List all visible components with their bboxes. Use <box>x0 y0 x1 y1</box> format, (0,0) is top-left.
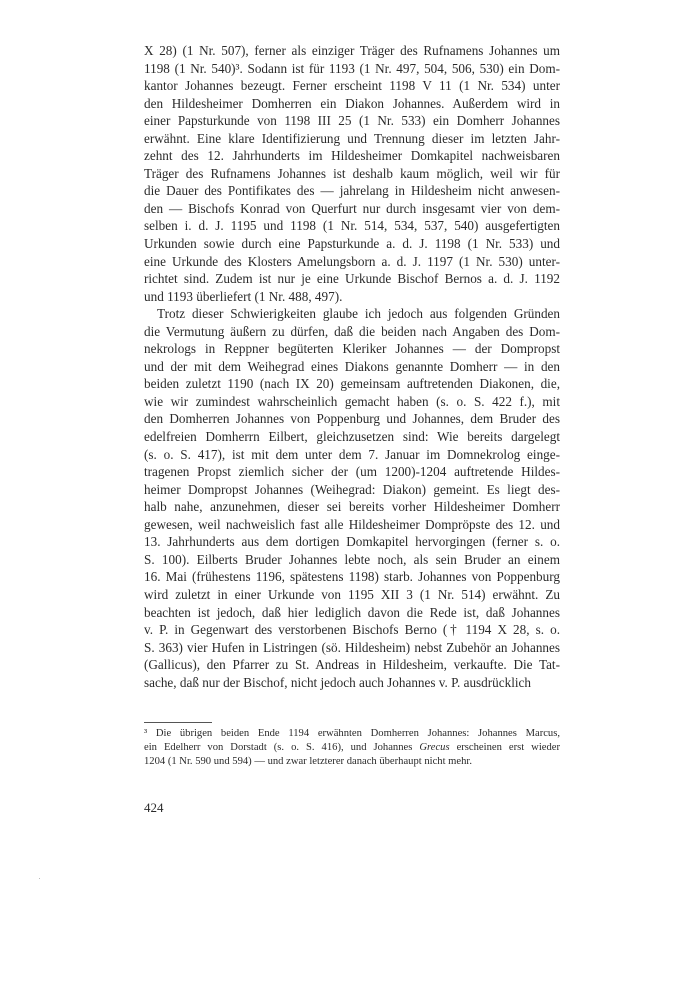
paragraph1-line: richtet sind. Zudem ist nur je eine Urkunde Bischof Bernos a. d. J. 1192 <box>144 271 560 287</box>
footnote-italic-word: Grecus <box>419 742 450 754</box>
scan-speck <box>39 878 40 879</box>
paragraph1-line: zehnt des 12. Jahrhunderts im Hildesheimer Domkapitel nachweisbaren <box>144 148 560 164</box>
paragraph2-line: S. 363) vier Hufen in Listringen (sö. Hildesheim) nebst Zubehör an Johannes <box>144 639 560 655</box>
footnote-line-2-start: ein Edelherr von Dorstadt (s. o. S. 416), und Johannes <box>144 742 413 754</box>
footnote <box>144 727 560 770</box>
paragraph2-line: (Gallicus), den Pfarrer zu St. Andreas in Hildesheim, verkaufte. Die Tat- <box>144 657 560 673</box>
paragraph2-line: sache, daß nur der Bischof, nicht jedoch auch Johannes v. P. ausdrücklich <box>144 674 531 690</box>
paragraph2-line: beiden zuletzt 1190 (nach IX 20) gemeinsam auftretenden Diakonen, die, <box>144 376 560 392</box>
paragraph2-line: tragenen Propst ziemlich sicher der (um 1200)-1204 auftretende Hildes- <box>144 464 560 480</box>
paragraph-1 <box>144 42 560 305</box>
paragraph2-line: v. P. in Gegenwart des verstorbenen Bischofs Berno († 1194 X 28, s. o. <box>144 622 560 638</box>
paragraph2-line: wird zuletzt in einer Urkunde von 1195 XII 3 (1 Nr. 514) erwähnt. Zu <box>144 586 560 602</box>
footnote-line-1: ³ Die übrigen beiden Ende 1194 erwähnten Domherren Johannes: Johannes Marcus, <box>144 728 560 739</box>
footnote-line-3: 1204 (1 Nr. 590 und 594) — und zwar letzterer danach überhaupt nicht mehr. <box>144 756 473 768</box>
main-text <box>144 42 560 691</box>
footnote-rule <box>144 722 212 723</box>
paragraph2-line: S. 100). Eilberts Bruder Johannes lebte noch, als sein Bruder an einem <box>144 551 560 567</box>
page-number: 424 <box>144 800 164 815</box>
paragraph2-line: gewesen, weil nachweislich fast alle Hildesheimer Dompröpste des 12. und <box>144 516 560 532</box>
paragraph1-line: einer Papsturkunde von 1198 III 25 (1 Nr. 533) ein Domherr Johannes <box>144 113 560 129</box>
paragraph2-line: edelfreien Domherrn Eilbert, gleichzusetzen sind: Wie bereits dargelegt <box>144 429 560 445</box>
paragraph2-line: halb nahe, anzunehmen, dieser sei bereits vorher Hildesheimer Domherr <box>144 499 560 515</box>
footnote-line-2 <box>144 741 560 755</box>
paragraph1-line: Urkunden sowie durch eine Papsturkunde a. d. J. 1198 (1 Nr. 533) und <box>144 236 560 252</box>
paragraph2-line: Trotz dieser Schwierigkeiten glaube ich jedoch aus folgenden Gründen <box>157 306 560 322</box>
paragraph1-line: erwähnt. Eine klare Identifizierung und Trennung dieser im letzten Jahr- <box>144 130 560 146</box>
paragraph2-line: den Domherren Johannes von Poppenburg und Johannes, dem Bruder des <box>144 411 560 427</box>
paragraph-2 <box>144 305 560 691</box>
paragraph1-line: den Hildesheimer Domherren ein Diakon Johannes. Außerdem wird in <box>144 95 560 111</box>
paragraph2-line: (s. o. S. 417), ist mit dem unter dem 7. Januar im Domnekrolog einge- <box>144 446 560 462</box>
paragraph1-line: die Dauer des Pontifikates des — jahrelang in Hildesheim nicht anwesen- <box>144 183 560 199</box>
paragraph1-line: und 1193 überliefert (1 Nr. 488, 497). <box>144 288 343 304</box>
paragraph1-line: 1198 (1 Nr. 540)³. Sodann ist für 1193 (1 Nr. 497, 504, 506, 530) ein Dom- <box>144 60 560 76</box>
paragraph2-line: nekrologs in Reppner begüterten Kleriker Johannes — der Dompropst <box>144 341 560 357</box>
paragraph2-line: beachten ist jedoch, daß hier lediglich davon die Rede ist, daß Johannes <box>144 604 560 620</box>
paragraph2-line: und der mit dem Weihegrad eines Diakons genannte Domherr — in den <box>144 358 560 374</box>
paragraph1-line: den — Bischofs Konrad von Querfurt nur durch insgesamt vier von dem- <box>144 200 560 216</box>
paragraph2-line: 13. Jahrhunderts aus dem dortigen Domkapitel hervorgingen (ferner s. o. <box>144 534 560 550</box>
paragraph2-line: wie wir zumindest wahrscheinlich gemacht haben (s. o. S. 422 f.), mit <box>144 393 560 409</box>
paragraph2-line: 16. Mai (frühestens 1196, spätestens 1198) starb. Johannes von Poppenburg <box>144 569 560 585</box>
paragraph1-line: selben i. d. J. 1195 und 1198 (1 Nr. 514, 534, 537, 540) ausgefertigten <box>144 218 560 234</box>
paragraph1-line: kantor Johannes bezeugt. Ferner erscheint 1198 V 11 (1 Nr. 534) unter <box>144 78 560 94</box>
paragraph2-line: die Vermutung äußern zu dürfen, daß die beiden nach Angaben des Dom- <box>144 323 560 339</box>
paragraph1-line: eine Urkunde des Klosters Amelungsborn a. d. J. 1197 (1 Nr. 530) unter- <box>144 253 560 269</box>
paragraph2-line: heimer Dompropst Johannes (Weihegrad: Diakon) gemeint. Es liegt des- <box>144 481 560 497</box>
footnote-line-2-end: erscheinen erst wieder <box>456 742 560 754</box>
paragraph1-line: Träger des Rufnamens Johannes ist deshalb kaum möglich, weil wir für <box>144 165 560 181</box>
paragraph1-line: X 28) (1 Nr. 507), ferner als einziger Träger des Rufnamens Johannes um <box>144 43 560 58</box>
